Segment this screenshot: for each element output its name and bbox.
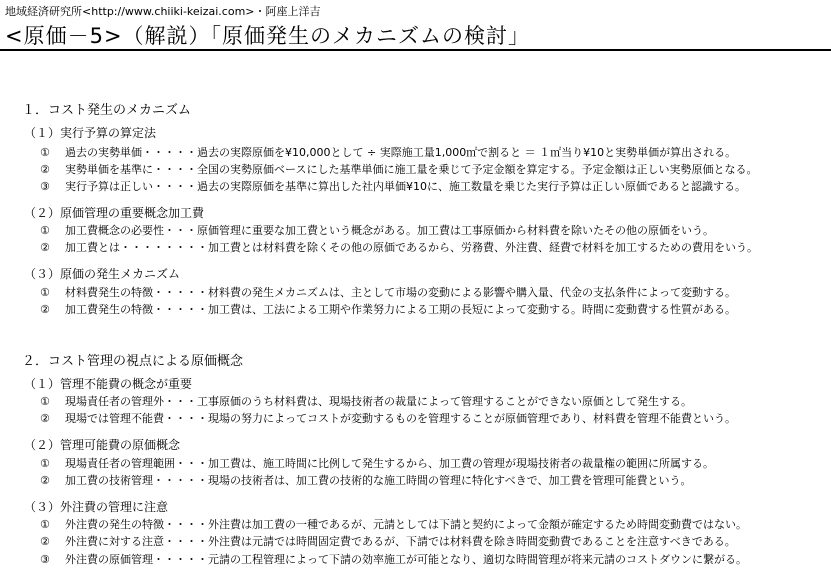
list-item [40, 239, 758, 255]
item-number: ② [40, 535, 50, 548]
list-item [40, 161, 757, 177]
item-number: ① [40, 146, 50, 159]
item-text: 材料費発生の特徴・・・・・材料費の発生メカニズムは、主として市場の変動による影響や購入量、代金の支払条件によって変動する。 [65, 286, 736, 299]
item-text: 加工費発生の特徴・・・・・加工費は、工法による工期や作業努力による工期の長短によって変動する。時間に変動費する性質がある。 [65, 303, 736, 316]
section-heading: １．コスト発生のメカニズム [22, 103, 192, 118]
item-number: ③ [40, 180, 50, 193]
subsection-heading: （２）原価管理の重要概念加工費 [24, 206, 205, 220]
list-item [40, 551, 747, 567]
subsection-heading: （１）実行予算の算定法 [24, 126, 157, 140]
list-item [40, 222, 714, 238]
item-number: ② [40, 412, 50, 425]
item-number: ① [40, 457, 50, 470]
section-heading: ２．コスト管理の視点による原価概念 [22, 354, 244, 369]
item-text: 現場責任者の管理範囲・・・加工費は、施工時間に比例して発生するから、加工費の管理が現場技術者の裁量権の範囲に所属する。 [65, 457, 714, 470]
item-text: 外注費に対する注意・・・・外注費は元請では時間固定費であるが、下請では材料費を除き時間変動費であることを注意すべきである。 [65, 535, 736, 548]
list-item [40, 301, 736, 317]
list-item [40, 284, 736, 300]
header-source-line: 地域経済研究所<http://www.chiiki-keizai.com>・阿座上洋吉 [5, 5, 321, 18]
list-item [40, 393, 692, 409]
item-number: ① [40, 395, 50, 408]
list-item [40, 178, 746, 194]
item-text: 加工費概念の必要性・・・原価管理に重要な加工費という概念がある。加工費は工事原価から材料費を除いたその他の原価をいう。 [65, 224, 714, 237]
page-title: <原価－5>（解説）「原価発生のメカニズムの検討」 [5, 24, 531, 48]
item-number: ② [40, 163, 50, 176]
title-divider [0, 49, 831, 51]
item-text: 現場責任者の管理外・・・工事原価のうち材料費は、現場技術者の裁量によって管理することができない原価として発生する。 [65, 395, 692, 408]
item-text: 実行予算は正しい・・・・過去の実際原価を基準に算出した社内単価¥10に、施工数量を乗じた実行予算は正しい原価であると認識する。 [65, 180, 746, 193]
item-number: ① [40, 286, 50, 299]
item-number: ① [40, 518, 50, 531]
item-number: ② [40, 303, 50, 316]
item-text: 現場では管理不能費・・・・現場の努力によってコストが変動するものを管理することが原価管理であり、材料費を管理不能費という。 [65, 412, 736, 425]
item-text: 外注費の発生の特徴・・・・外注費は加工費の一種であるが、元請としては下請と契約によって金額が確定するため時間変動費ではない。 [65, 518, 747, 531]
list-item [40, 533, 736, 549]
item-number: ③ [40, 553, 50, 566]
item-text: 過去の実勢単価・・・・・過去の実際原価を¥10,000として ÷ 実際施工量1,000㎡で割ると ＝ １㎡当り¥10と実勢単価が算出される。 [65, 146, 737, 159]
item-text: 加工費の技術管理・・・・・現場の技術者は、加工費の技術的な施工時間の管理に特化すべきで、加工費を管理可能費という。 [65, 474, 692, 487]
subsection-heading: （１）管理不能費の概念が重要 [24, 377, 193, 391]
item-text: 外注費の原価管理・・・・・元請の工程管理によって下請の効率施工が可能となり、適切な時間管理が将来元請のコストダウンに繋がる。 [65, 553, 747, 566]
item-number: ② [40, 474, 50, 487]
list-item [40, 516, 747, 532]
item-number: ① [40, 224, 50, 237]
subsection-heading: （２）管理可能費の原価概念 [24, 438, 181, 452]
list-item [40, 144, 736, 160]
item-text: 実勢単価を基準に・・・・全国の実勢原価ベースにした基準単価に施工量を乗じて予定金額を算定する。予定金額は正しい実勢原価となる。 [65, 163, 758, 176]
item-text: 加工費とは・・・・・・・・加工費とは材料費を除くその他の原価であるから、労務費、外注費、経費で材料を加工するための費用をいう。 [65, 241, 758, 254]
list-item [40, 410, 736, 426]
item-number: ② [40, 241, 50, 254]
subsection-heading: （３）外注費の管理に注意 [24, 500, 169, 514]
list-item [40, 455, 714, 471]
subsection-heading: （３）原価の発生メカニズム [24, 267, 181, 281]
list-item [40, 472, 692, 488]
